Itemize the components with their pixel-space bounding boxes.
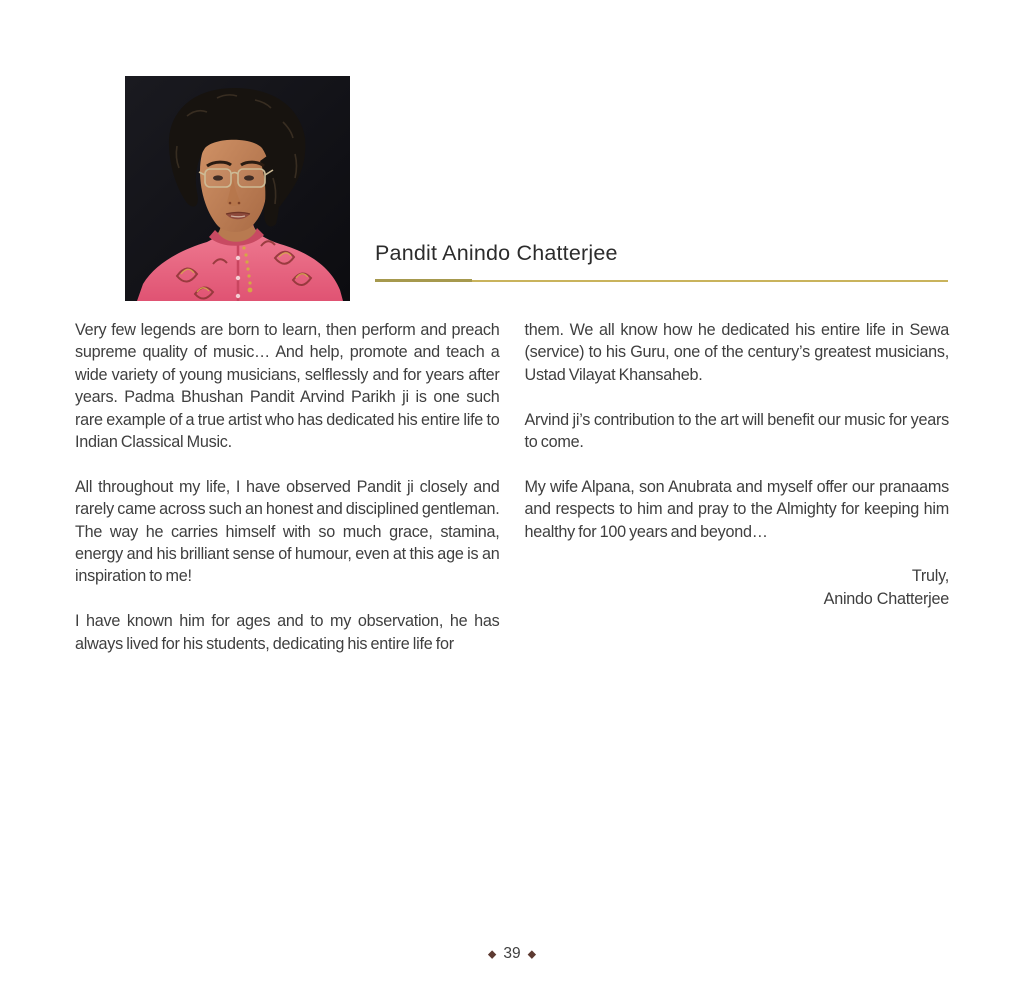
- body-paragraph: Arvind ji’s contribution to the art will benefit our music for years to come.: [524, 410, 949, 452]
- body-paragraph: My wife Alpana, son Anubrata and myself offer our pranaams and respects to him and pray to the Almighty for keeping him healthy for 100 years and beyond…: [524, 477, 949, 541]
- page-footer: [0, 945, 1024, 963]
- body-paragraph: I have known him for ages and to my observation, he has always lived for his students, dedicating his entire life for: [75, 612, 500, 653]
- body-columns: [75, 319, 949, 655]
- body-paragraph: them. We all know how he dedicated his entire life in Sewa (service) to his Guru, one of the century’s greatest musicians, Ustad Vilayat Khansaheb.: [524, 321, 949, 384]
- signoff-name: Anindo Chatterjee: [823, 589, 949, 608]
- diamond-icon: ◆: [527, 948, 537, 960]
- left-column: [75, 319, 500, 655]
- page-title: Pandit Anindo Chatterjee: [375, 241, 618, 265]
- signoff-truly: Truly,: [911, 567, 949, 586]
- signoff: [525, 565, 950, 610]
- title-underline: [375, 279, 948, 282]
- right-column: [525, 319, 950, 655]
- body-paragraph: All throughout my life, I have observed Pandit ji closely and rarely came across such an honest and disciplined gentleman. The way he carries himself with so much grace, stamina, energy and his brilliant sense of humour, even at this age is an inspiration to me!: [75, 477, 500, 586]
- portrait-photo-image: [125, 76, 350, 301]
- page-number: 39: [503, 945, 521, 962]
- body-paragraph: Very few legends are born to learn, then perform and preach supreme quality of music… And help, promote and teach a wide variety of young musicians, selflessly and for years after years. Padma Bhushan Pandit Arvind Parikh ji is one such rare example of a true artist who has dedicated his entire life to Indian Classical Music.: [75, 321, 500, 452]
- title-underline-accent: [375, 279, 472, 282]
- diamond-icon: ◆: [487, 948, 497, 960]
- portrait-photo: [125, 76, 350, 301]
